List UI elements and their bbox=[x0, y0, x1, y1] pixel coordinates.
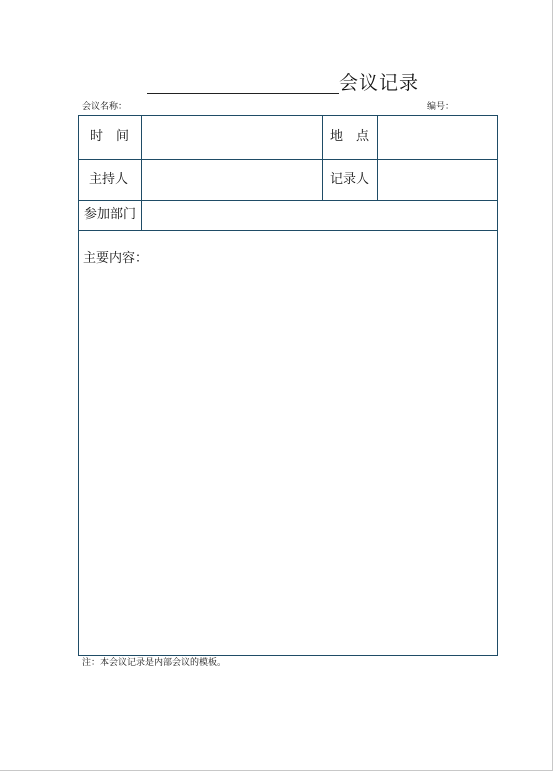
meeting-title-blank-line[interactable] bbox=[147, 74, 339, 94]
form-column-divider bbox=[377, 115, 378, 200]
document-title: 会议记录 bbox=[339, 72, 420, 94]
main-content-label: 主要内容： bbox=[83, 251, 149, 266]
document-title-row bbox=[147, 70, 419, 94]
form-column-divider bbox=[322, 115, 323, 200]
departments-label: 参加部门 bbox=[84, 207, 137, 222]
template-note: 注：本会议记录是内部会议的模板。 bbox=[82, 658, 227, 668]
time-label: 时 间 bbox=[90, 129, 130, 144]
meeting-name-label: 会议名称： bbox=[82, 102, 128, 112]
number-label: 编号： bbox=[427, 102, 455, 112]
recorder-label: 记录人 bbox=[330, 172, 370, 187]
location-label: 地 点 bbox=[330, 129, 370, 144]
form-column-divider bbox=[141, 200, 142, 230]
host-label: 主持人 bbox=[89, 172, 129, 187]
form-column-divider bbox=[141, 115, 142, 200]
form-row-divider bbox=[78, 230, 498, 231]
